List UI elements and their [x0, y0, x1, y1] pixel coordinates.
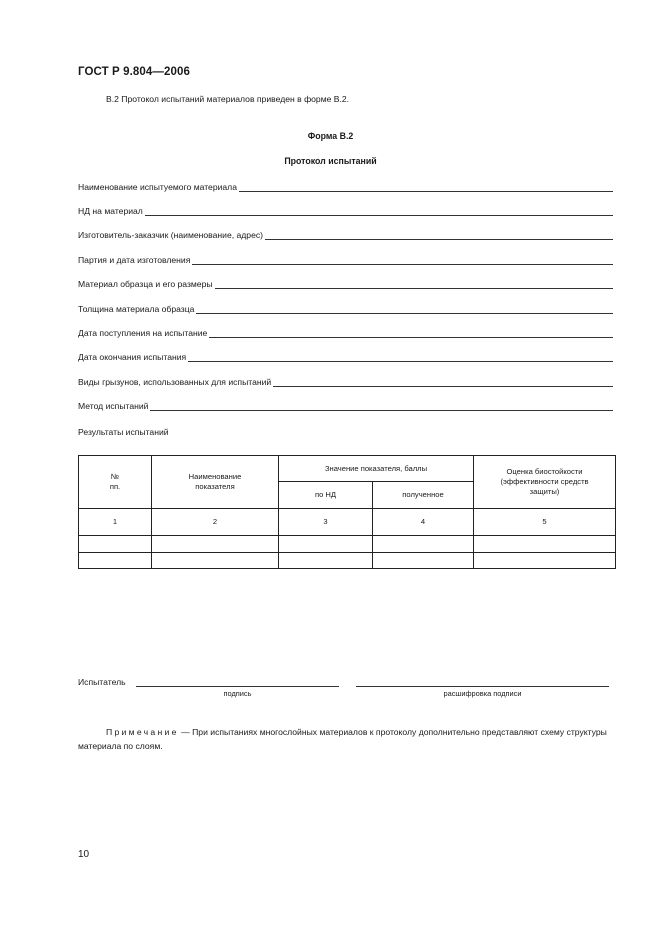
- column-number-5: 5: [474, 509, 616, 536]
- table-cell[interactable]: [279, 536, 373, 553]
- header-number: № пп.: [79, 456, 152, 509]
- field-nd[interactable]: [78, 205, 613, 217]
- table-cell[interactable]: [79, 553, 152, 569]
- fill-line[interactable]: [265, 230, 613, 240]
- table-cell[interactable]: [474, 553, 616, 569]
- signature-line[interactable]: [136, 677, 339, 687]
- fill-line[interactable]: [273, 377, 613, 387]
- fill-line[interactable]: [145, 206, 613, 216]
- page-number: 10: [78, 849, 90, 860]
- table-cell[interactable]: [152, 536, 279, 553]
- form-title: Форма В.2: [307, 131, 354, 141]
- results-label: Результаты испытаний: [78, 427, 169, 437]
- header-indicator-name: Наименование показателя: [152, 456, 279, 509]
- field-receipt-date[interactable]: [78, 327, 613, 339]
- column-number-3: 3: [279, 509, 373, 536]
- field-label: Метод испытаний: [78, 401, 149, 411]
- header-biostability-rating: Оценка биостойкости (эффективности средств защиты): [474, 456, 616, 509]
- tester-label: Испытатель: [78, 677, 126, 687]
- fill-line[interactable]: [209, 328, 613, 338]
- note-text: — При испытаниях многослойных материалов к протоколу дополнительно представляют схему структуры материала по слоям.: [78, 727, 607, 751]
- field-sample-material[interactable]: [78, 278, 613, 290]
- field-thickness[interactable]: [78, 303, 613, 315]
- field-manufacturer[interactable]: [78, 229, 613, 241]
- column-number-4: 4: [373, 509, 474, 536]
- field-label: Виды грызунов, использованных для испытаний: [78, 377, 272, 387]
- field-label: Дата окончания испытания: [78, 352, 187, 362]
- fill-line[interactable]: [150, 401, 613, 411]
- table-row: [79, 553, 616, 569]
- column-number-2: 2: [152, 509, 279, 536]
- field-label: Толщина материала образца: [78, 304, 195, 314]
- field-label: НД на материал: [78, 206, 143, 216]
- column-number-1: 1: [79, 509, 152, 536]
- table-cell[interactable]: [79, 536, 152, 553]
- results-table: [78, 455, 616, 569]
- field-test-method[interactable]: [78, 400, 613, 412]
- protocol-title: Протокол испытаний: [284, 156, 377, 166]
- header-indicator-value: Значение показателя, баллы: [279, 456, 474, 482]
- header-obtained: полученное: [373, 482, 474, 509]
- field-label: Материал образца и его размеры: [78, 279, 213, 289]
- field-label: Наименование испытуемого материала: [78, 182, 237, 192]
- signature-decode-line[interactable]: [356, 677, 609, 687]
- fill-line[interactable]: [196, 304, 613, 314]
- intro-paragraph: В.2 Протокол испытаний материалов приведен в форме В.2.: [106, 94, 350, 104]
- fill-line[interactable]: [192, 255, 613, 265]
- field-material-name[interactable]: [78, 181, 613, 193]
- signature-decode-caption: расшифровка подписи: [443, 689, 522, 698]
- signature-caption: подпись: [223, 689, 252, 698]
- field-label: Изготовитель-заказчик (наименование, адрес): [78, 230, 264, 240]
- table-cell[interactable]: [152, 553, 279, 569]
- note-prefix: Примечание: [106, 727, 179, 737]
- header-by-nd: по НД: [279, 482, 373, 509]
- field-label: Дата поступления на испытание: [78, 328, 208, 338]
- field-end-date[interactable]: [78, 351, 613, 363]
- table-cell[interactable]: [474, 536, 616, 553]
- table-cell[interactable]: [373, 553, 474, 569]
- table-row: [79, 536, 616, 553]
- fill-line[interactable]: [215, 279, 613, 289]
- note-paragraph: [78, 725, 615, 753]
- table-cell[interactable]: [373, 536, 474, 553]
- field-batch[interactable]: [78, 254, 613, 266]
- fill-line[interactable]: [188, 352, 613, 362]
- field-rodent-types[interactable]: [78, 376, 613, 388]
- fill-line[interactable]: [239, 182, 613, 192]
- document-header: ГОСТ Р 9.804—2006: [78, 66, 190, 78]
- field-label: Партия и дата изготовления: [78, 255, 191, 265]
- table-cell[interactable]: [279, 553, 373, 569]
